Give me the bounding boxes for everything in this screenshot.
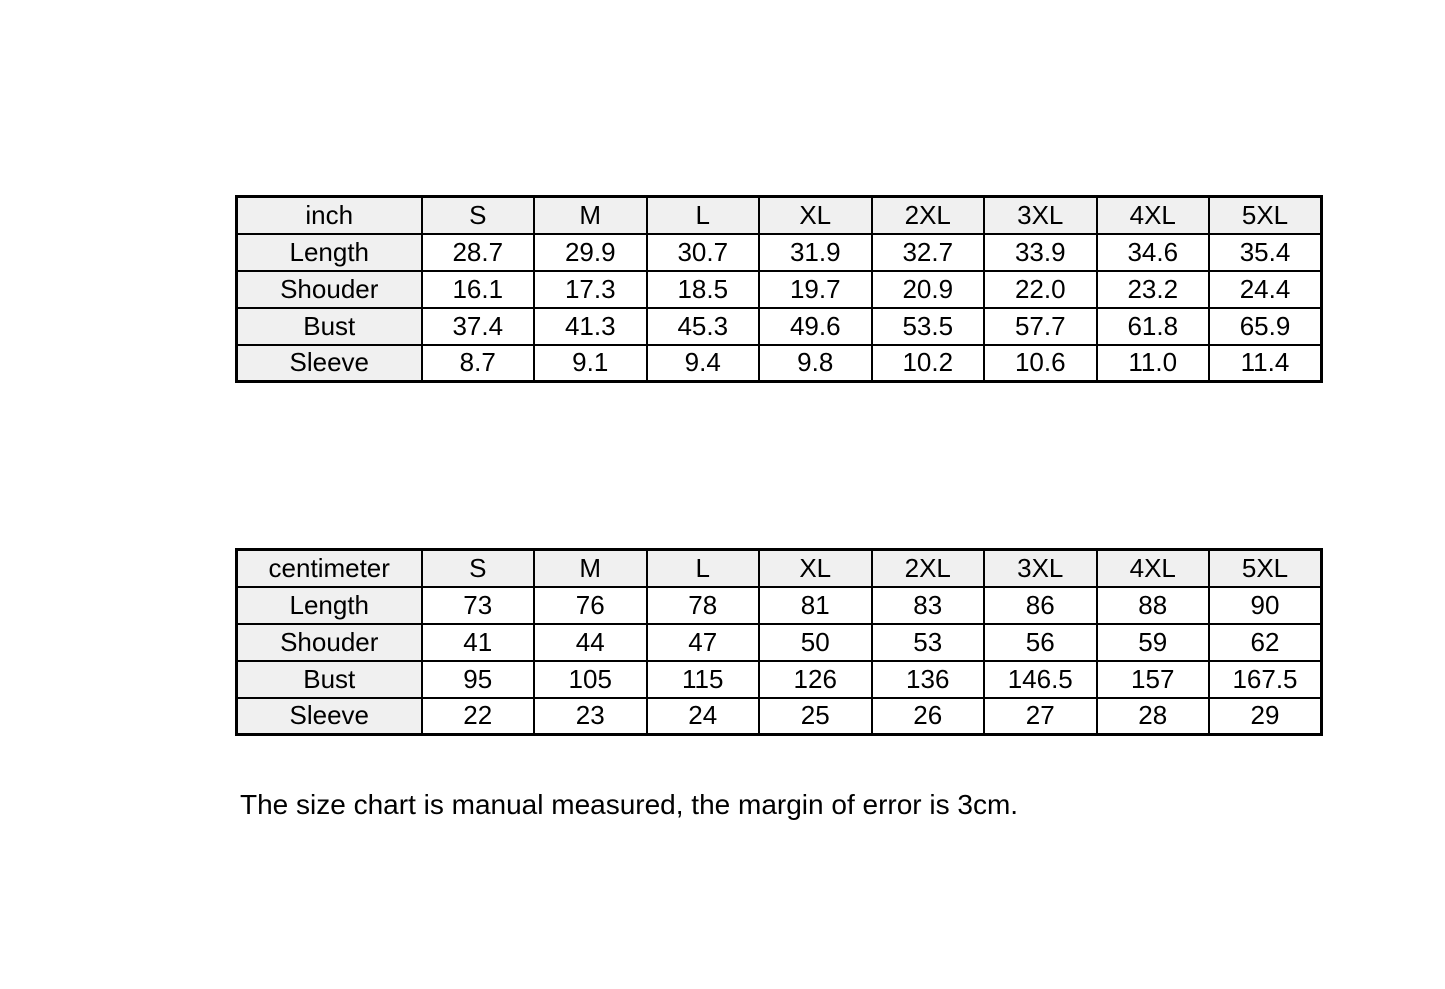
size-header-row (237, 197, 1322, 234)
size-column-header: M (534, 197, 647, 234)
measurement-value-cell: 62 (1209, 624, 1322, 661)
size-column-header: M (534, 550, 647, 587)
measurement-value-cell: 157 (1097, 661, 1210, 698)
measurement-value-cell: 76 (534, 587, 647, 624)
measurement-value-cell: 32.7 (872, 234, 985, 271)
measurement-value-cell: 78 (647, 587, 760, 624)
measurement-value-cell: 53 (872, 624, 985, 661)
measurement-label-cell: Bust (237, 661, 422, 698)
measurement-value-cell: 47 (647, 624, 760, 661)
measurement-value-cell: 23.2 (1097, 271, 1210, 308)
measurement-value-cell: 31.9 (759, 234, 872, 271)
unit-label-cell: centimeter (237, 550, 422, 587)
measurement-row (237, 624, 1322, 661)
measurement-value-cell: 49.6 (759, 308, 872, 345)
measurement-value-cell: 35.4 (1209, 234, 1322, 271)
measurement-row (237, 345, 1322, 382)
size-column-header: S (422, 197, 535, 234)
measurement-value-cell: 86 (984, 587, 1097, 624)
measurement-label-cell: Bust (237, 308, 422, 345)
measurement-value-cell: 11.4 (1209, 345, 1322, 382)
measurement-value-cell: 10.6 (984, 345, 1097, 382)
measurement-row (237, 661, 1322, 698)
measurement-value-cell: 136 (872, 661, 985, 698)
measurement-value-cell: 9.8 (759, 345, 872, 382)
measurement-value-cell: 105 (534, 661, 647, 698)
measurement-value-cell: 33.9 (984, 234, 1097, 271)
measurement-value-cell: 167.5 (1209, 661, 1322, 698)
measurement-value-cell: 57.7 (984, 308, 1097, 345)
size-column-header: 2XL (872, 550, 985, 587)
size-column-header: 3XL (984, 550, 1097, 587)
size-column-header: L (647, 550, 760, 587)
size-column-header: S (422, 550, 535, 587)
measurement-value-cell: 29.9 (534, 234, 647, 271)
centimeter-size-table (235, 548, 1323, 736)
unit-label-cell: inch (237, 197, 422, 234)
measurement-value-cell: 44 (534, 624, 647, 661)
measurement-value-cell: 10.2 (872, 345, 985, 382)
measurement-value-cell: 24 (647, 698, 760, 735)
measurement-value-cell: 20.9 (872, 271, 985, 308)
measurement-row (237, 271, 1322, 308)
measurement-value-cell: 53.5 (872, 308, 985, 345)
measurement-value-cell: 23 (534, 698, 647, 735)
measurement-value-cell: 8.7 (422, 345, 535, 382)
measurement-value-cell: 19.7 (759, 271, 872, 308)
measurement-value-cell: 41.3 (534, 308, 647, 345)
measurement-value-cell: 126 (759, 661, 872, 698)
measurement-value-cell: 16.1 (422, 271, 535, 308)
measurement-row (237, 698, 1322, 735)
measurement-value-cell: 28 (1097, 698, 1210, 735)
size-column-header: 5XL (1209, 197, 1322, 234)
size-column-header: 4XL (1097, 197, 1210, 234)
measurement-label-cell: Length (237, 587, 422, 624)
measurement-value-cell: 27 (984, 698, 1097, 735)
measurement-value-cell: 29 (1209, 698, 1322, 735)
measurement-value-cell: 17.3 (534, 271, 647, 308)
inch-size-table (235, 195, 1323, 383)
size-column-header: XL (759, 550, 872, 587)
measurement-value-cell: 18.5 (647, 271, 760, 308)
measurement-value-cell: 56 (984, 624, 1097, 661)
measurement-value-cell: 45.3 (647, 308, 760, 345)
measurement-value-cell: 50 (759, 624, 872, 661)
measurement-value-cell: 11.0 (1097, 345, 1210, 382)
measurement-label-cell: Shouder (237, 624, 422, 661)
measurement-value-cell: 65.9 (1209, 308, 1322, 345)
measurement-note: The size chart is manual measured, the margin of error is 3cm. (240, 789, 1019, 820)
measurement-value-cell: 41 (422, 624, 535, 661)
measurement-row (237, 234, 1322, 271)
size-column-header: 2XL (872, 197, 985, 234)
measurement-value-cell: 9.4 (647, 345, 760, 382)
measurement-value-cell: 37.4 (422, 308, 535, 345)
size-column-header: 4XL (1097, 550, 1210, 587)
size-column-header: 5XL (1209, 550, 1322, 587)
measurement-value-cell: 81 (759, 587, 872, 624)
measurement-value-cell: 83 (872, 587, 985, 624)
measurement-label-cell: Length (237, 234, 422, 271)
size-column-header: L (647, 197, 760, 234)
measurement-label-cell: Sleeve (237, 698, 422, 735)
measurement-value-cell: 28.7 (422, 234, 535, 271)
measurement-value-cell: 24.4 (1209, 271, 1322, 308)
measurement-label-cell: Shouder (237, 271, 422, 308)
measurement-row (237, 308, 1322, 345)
measurement-value-cell: 61.8 (1097, 308, 1210, 345)
measurement-value-cell: 115 (647, 661, 760, 698)
measurement-value-cell: 95 (422, 661, 535, 698)
measurement-value-cell: 90 (1209, 587, 1322, 624)
measurement-value-cell: 59 (1097, 624, 1210, 661)
size-header-row (237, 550, 1322, 587)
size-column-header: XL (759, 197, 872, 234)
measurement-value-cell: 9.1 (534, 345, 647, 382)
measurement-value-cell: 22 (422, 698, 535, 735)
measurement-row (237, 587, 1322, 624)
measurement-value-cell: 73 (422, 587, 535, 624)
measurement-value-cell: 88 (1097, 587, 1210, 624)
measurement-value-cell: 26 (872, 698, 985, 735)
measurement-value-cell: 30.7 (647, 234, 760, 271)
measurement-label-cell: Sleeve (237, 345, 422, 382)
measurement-value-cell: 146.5 (984, 661, 1097, 698)
size-column-header: 3XL (984, 197, 1097, 234)
measurement-value-cell: 22.0 (984, 271, 1097, 308)
measurement-value-cell: 25 (759, 698, 872, 735)
measurement-value-cell: 34.6 (1097, 234, 1210, 271)
